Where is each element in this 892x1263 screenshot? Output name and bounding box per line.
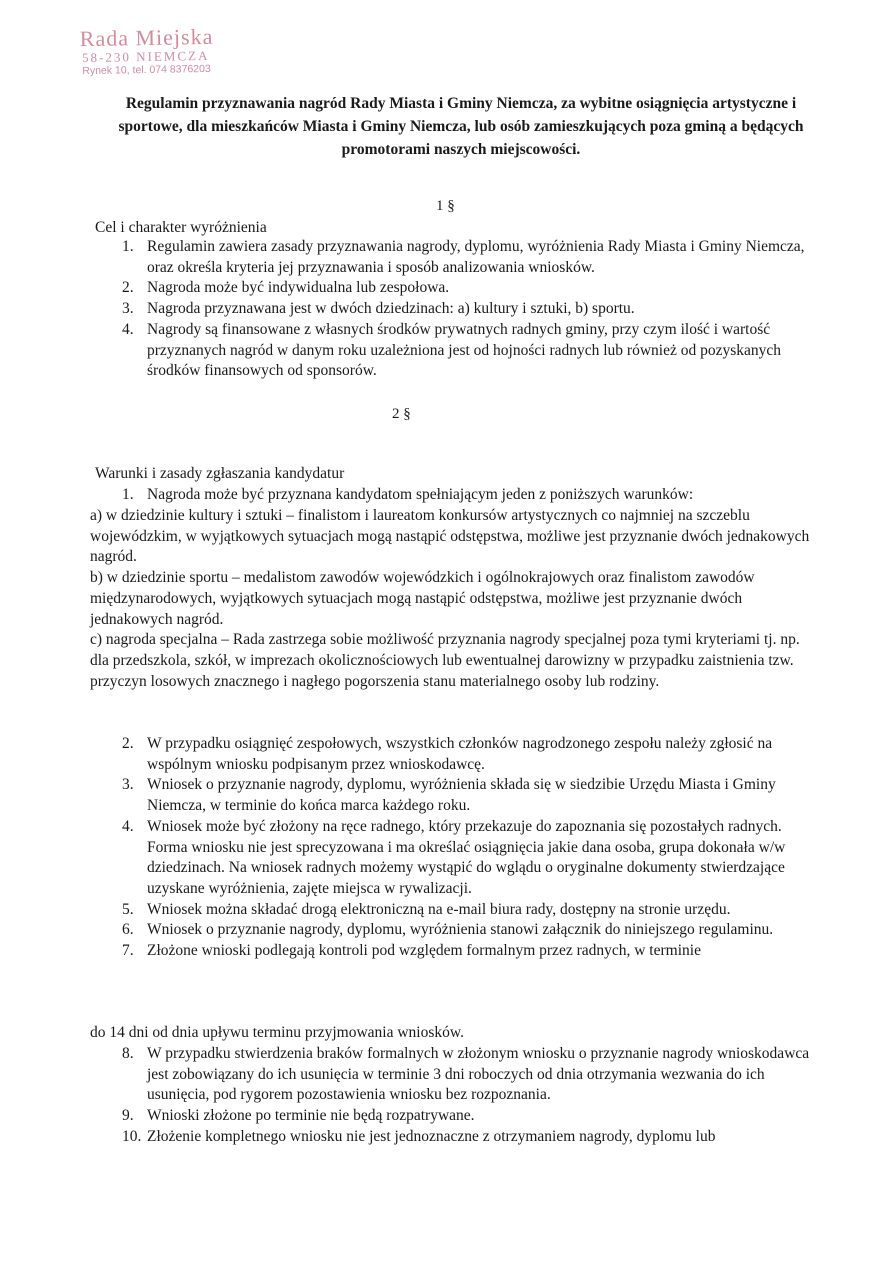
item-number: 7.: [122, 942, 134, 960]
list-item: [122, 1044, 812, 1106]
list-item: [122, 941, 812, 962]
condition-special: c) nagroda specjalna – Rada zastrzega sobie możliwość przyznania nagrody specjalnej poza tymi kryteriami tj. np. dla przedszkola, szkół, w imprezach okolicznościowych lub ewentualnej darowizny w przypadku zaistnienia tzw. przyczyn losowych znacznego i nagłego pogorszenia stanu materialnego osoby lub rodziny.: [90, 631, 800, 690]
list-item: [122, 299, 812, 320]
stamp-line-council: Rada Miejska: [79, 23, 214, 52]
item-text: Wniosek o przyznanie nagrody, dyplomu, wyróżnienia składa się w siedzibie Urzędu Miasta i Gminy Niemcza, w terminie do końca marca każdego roku.: [147, 776, 776, 815]
item-text: Złożone wnioski podlegają kontroli pod względem formalnym przez radnych, w terminie: [147, 942, 701, 960]
item-text: Wniosek można składać drogą elektroniczną na e-mail biura rady, dostępny na stronie urzędu.: [147, 900, 731, 918]
item-text: Wniosek może być złożony na ręce radnego, który przekazuje do zapoznania się pozostałych radnych. Forma wniosku nie jest sprecyzowana i ma określać osiągnięcia jakie dana osoba, grupa dokonała w/w dziedzinach. Na wniosek radnych możemy wystąpić do wglądu o oryginalne dokumenty stwierdzające uzyskane wyróżnienia, zajęte miejsca w rywalizacji.: [147, 817, 786, 897]
item-number: 2.: [122, 279, 134, 297]
item-number: 4.: [122, 817, 134, 835]
item-text: Wnioski złożone po terminie nie będą rozpatrywane.: [147, 1107, 475, 1125]
section-1-mark: 1 §: [436, 198, 455, 214]
item-text: Nagroda przyznawana jest w dwóch dziedzinach: a) kultury i sztuki, b) sportu.: [147, 300, 635, 318]
item-number: 3.: [122, 776, 134, 794]
item-number: 6.: [122, 921, 134, 939]
list-item: [122, 920, 812, 941]
item-text: Nagrody są finansowane z własnych środków prywatnych radnych gminy, przy czym ilość i wartość przyznanych nagród w danym roku uzależniona jest od hojności radnych lub również od pozyskanych środków finansowych od sponsorów.: [147, 320, 782, 380]
council-stamp: [80, 25, 214, 78]
item-number: 3.: [122, 300, 134, 318]
section-2-list: [122, 734, 812, 962]
item-number: 2.: [122, 735, 134, 752]
item-text: Nagroda może być przyznana kandydatom spełniającym jeden z poniższych warunków:: [147, 486, 694, 503]
list-item: [122, 900, 812, 921]
section-2-heading: Warunki i zasady zgłaszania kandydatur: [95, 465, 345, 482]
list-item: [122, 237, 812, 278]
conditions-block: [90, 506, 812, 692]
item-7-continuation: do 14 dni od dnia upływu terminu przyjmowania wniosków.: [90, 1024, 464, 1041]
condition-sport: b) w dziedzinie sportu – medalistom zawodów wojewódzkich i ogólnokrajowych oraz finalistom zawodów międzynarodowych, wyjątkowych sytuacjach mogą nastąpić odstępstwa, możliwe jest przyznanie dwóch jednakowych nagród.: [90, 569, 755, 628]
stamp-line-postcode: 58-230 NIEMCZA: [81, 47, 210, 66]
item-text: Nagroda może być indywidualna lub zespołowa.: [147, 279, 450, 297]
item-text: Regulamin zawiera zasady przyznawania nagrody, dyplomu, wyróżnienia Rady Miasta i Gminy Niemcza, oraz określa kryteria jej przyznawania i sposób analizowania wniosków.: [147, 238, 805, 276]
condition-culture: a) w dziedzinie kultury i sztuki – finalistom i laureatom konkursów artystycznych co najmniej na szczeblu wojewódzkim, w wyjątkowych sytuacjach mogą nastąpić odstępstwa, możliwe jest przyznanie dwóch jednakowych nagród.: [90, 507, 810, 566]
list-item: [122, 734, 812, 775]
item-text: Złożenie kompletnego wniosku nie jest jednoznaczne z otrzymaniem nagrody, dyplomu lub: [147, 1127, 716, 1145]
item-text: W przypadku stwierdzenia braków formalnych w złożonym wniosku o przyznanie nagrody wnioskodawca jest zobowiązany do ich usunięcia w terminie 3 dni roboczych od dnia otrzymania wezwania do ich usunięcia, pod rygorem pozostawienia wniosku bez rozpoznania.: [147, 1045, 810, 1104]
section-2-mark: 2 §: [392, 406, 411, 422]
item-text: W przypadku osiągnięć zespołowych, wszystkich członków nagrodzonego zespołu należy zgłosić na wspólnym wniosku podpisanym przez wnioskodawcę.: [147, 735, 773, 773]
list-item: [122, 1127, 812, 1148]
item-number: 8.: [122, 1045, 134, 1062]
list-item: [122, 485, 812, 506]
item-number: 10.: [122, 1127, 142, 1145]
section-1-heading: Cel i charakter wyróżnienia: [95, 219, 267, 236]
list-item: [122, 775, 812, 816]
section-2-first-item: [122, 485, 812, 506]
list-item: [122, 1106, 812, 1127]
section-2-list-tail: [122, 1044, 812, 1148]
item-number: 1.: [122, 238, 134, 255]
item-number: 4.: [122, 320, 134, 338]
item-number: 9.: [122, 1107, 134, 1125]
list-item: [122, 320, 812, 382]
list-item: [122, 278, 812, 299]
section-1-list: [122, 237, 812, 382]
stamp-line-address: Rynek 10, tel. 074 8376203: [82, 62, 211, 78]
item-text: Wniosek o przyznanie nagrody, dyplomu, wyróżnienia stanowi załącznik do niniejszego regulaminu.: [147, 921, 774, 939]
item-number: 5.: [122, 900, 134, 918]
list-item: [122, 817, 812, 900]
item-number: 1.: [122, 486, 134, 503]
document-title: Regulamin przyznawania nagród Rady Miasta i Gminy Niemcza, za wybitne osiągnięcia artystyczne i sportowe, dla mieszkańców Miasta i Gminy Niemcza, lub osób zamieszkujących poza gminą a będących promotorami naszych miejscowości.: [118, 95, 804, 158]
